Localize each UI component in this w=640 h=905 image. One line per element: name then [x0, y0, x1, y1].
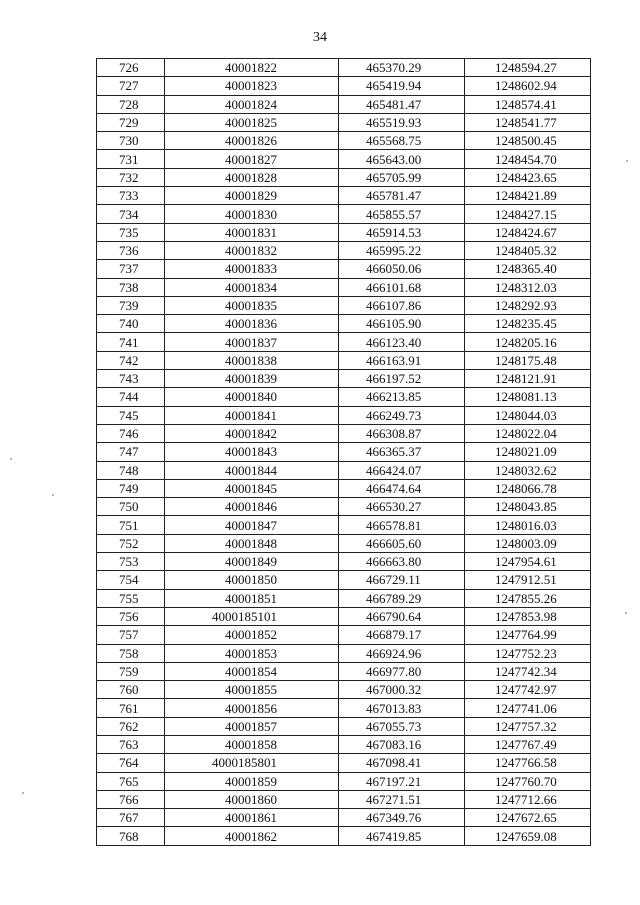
table-row — [97, 681, 591, 699]
point-id-cell: 40001840 — [165, 388, 339, 406]
table-row — [97, 735, 591, 753]
y-coordinate-cell: 1248016.03 — [465, 516, 591, 534]
x-coordinate-cell: 465519.93 — [339, 113, 465, 131]
y-coordinate-cell: 1247912.51 — [465, 571, 591, 589]
scan-speck — [22, 792, 24, 794]
y-coordinate-cell: 1248423.65 — [465, 168, 591, 186]
x-coordinate-cell: 466729.11 — [339, 571, 465, 589]
point-id-cell: 40001849 — [165, 553, 339, 571]
scan-speck — [625, 612, 627, 614]
x-coordinate-cell: 466213.85 — [339, 388, 465, 406]
point-id-cell: 4000185801 — [165, 754, 339, 772]
table-row — [97, 424, 591, 442]
point-id-cell: 40001833 — [165, 260, 339, 278]
y-coordinate-cell: 1248594.27 — [465, 59, 591, 77]
table-row — [97, 260, 591, 278]
row-number-cell: 768 — [97, 827, 165, 845]
table-row — [97, 406, 591, 424]
point-id-cell: 40001830 — [165, 205, 339, 223]
row-number-cell: 754 — [97, 571, 165, 589]
y-coordinate-cell: 1247853.98 — [465, 607, 591, 625]
y-coordinate-cell: 1247752.23 — [465, 644, 591, 662]
x-coordinate-cell: 467013.83 — [339, 699, 465, 717]
table-row — [97, 626, 591, 644]
coordinates-table — [96, 58, 591, 846]
row-number-cell: 745 — [97, 406, 165, 424]
y-coordinate-cell: 1248312.03 — [465, 278, 591, 296]
table-row — [97, 790, 591, 808]
coordinates-table-body — [97, 59, 591, 846]
table-row — [97, 772, 591, 790]
row-number-cell: 732 — [97, 168, 165, 186]
y-coordinate-cell: 1248044.03 — [465, 406, 591, 424]
row-number-cell: 763 — [97, 735, 165, 753]
row-number-cell: 751 — [97, 516, 165, 534]
row-number-cell: 749 — [97, 479, 165, 497]
point-id-cell: 40001829 — [165, 187, 339, 205]
table-row — [97, 241, 591, 259]
table-row — [97, 315, 591, 333]
point-id-cell: 40001847 — [165, 516, 339, 534]
y-coordinate-cell: 1248292.93 — [465, 296, 591, 314]
table-row — [97, 662, 591, 680]
x-coordinate-cell: 467083.16 — [339, 735, 465, 753]
row-number-cell: 736 — [97, 241, 165, 259]
table-row — [97, 809, 591, 827]
table-row — [97, 571, 591, 589]
x-coordinate-cell: 465419.94 — [339, 77, 465, 95]
point-id-cell: 40001843 — [165, 443, 339, 461]
table-row — [97, 296, 591, 314]
point-id-cell: 40001836 — [165, 315, 339, 333]
row-number-cell: 735 — [97, 223, 165, 241]
table-row — [97, 644, 591, 662]
row-number-cell: 738 — [97, 278, 165, 296]
row-number-cell: 755 — [97, 589, 165, 607]
row-number-cell: 729 — [97, 113, 165, 131]
point-id-cell: 40001848 — [165, 534, 339, 552]
table-row — [97, 498, 591, 516]
x-coordinate-cell: 467055.73 — [339, 717, 465, 735]
point-id-cell: 40001823 — [165, 77, 339, 95]
row-number-cell: 734 — [97, 205, 165, 223]
point-id-cell: 40001831 — [165, 223, 339, 241]
y-coordinate-cell: 1248121.91 — [465, 370, 591, 388]
table-row — [97, 223, 591, 241]
y-coordinate-cell: 1247767.49 — [465, 735, 591, 753]
x-coordinate-cell: 466879.17 — [339, 626, 465, 644]
x-coordinate-cell: 466605.60 — [339, 534, 465, 552]
table-row — [97, 443, 591, 461]
point-id-cell: 40001845 — [165, 479, 339, 497]
y-coordinate-cell: 1248405.32 — [465, 241, 591, 259]
point-id-cell: 40001827 — [165, 150, 339, 168]
y-coordinate-cell: 1247712.66 — [465, 790, 591, 808]
y-coordinate-cell: 1248021.09 — [465, 443, 591, 461]
table-row — [97, 168, 591, 186]
y-coordinate-cell: 1248205.16 — [465, 333, 591, 351]
point-id-cell: 40001856 — [165, 699, 339, 717]
row-number-cell: 726 — [97, 59, 165, 77]
row-number-cell: 742 — [97, 351, 165, 369]
x-coordinate-cell: 466197.52 — [339, 370, 465, 388]
y-coordinate-cell: 1248003.09 — [465, 534, 591, 552]
x-coordinate-cell: 466365.37 — [339, 443, 465, 461]
point-id-cell: 40001824 — [165, 95, 339, 113]
point-id-cell: 40001844 — [165, 461, 339, 479]
x-coordinate-cell: 466101.68 — [339, 278, 465, 296]
scan-speck — [52, 494, 54, 496]
table-row — [97, 534, 591, 552]
x-coordinate-cell: 466308.87 — [339, 424, 465, 442]
point-id-cell: 40001842 — [165, 424, 339, 442]
y-coordinate-cell: 1248235.45 — [465, 315, 591, 333]
x-coordinate-cell: 467271.51 — [339, 790, 465, 808]
row-number-cell: 757 — [97, 626, 165, 644]
table-row — [97, 607, 591, 625]
row-number-cell: 765 — [97, 772, 165, 790]
x-coordinate-cell: 465781.47 — [339, 187, 465, 205]
y-coordinate-cell: 1247760.70 — [465, 772, 591, 790]
row-number-cell: 731 — [97, 150, 165, 168]
y-coordinate-cell: 1248365.40 — [465, 260, 591, 278]
x-coordinate-cell: 466105.90 — [339, 315, 465, 333]
point-id-cell: 40001852 — [165, 626, 339, 644]
row-number-cell: 730 — [97, 132, 165, 150]
y-coordinate-cell: 1247855.26 — [465, 589, 591, 607]
row-number-cell: 766 — [97, 790, 165, 808]
table-row — [97, 333, 591, 351]
row-number-cell: 759 — [97, 662, 165, 680]
y-coordinate-cell: 1248454.70 — [465, 150, 591, 168]
row-number-cell: 733 — [97, 187, 165, 205]
row-number-cell: 752 — [97, 534, 165, 552]
table-row — [97, 132, 591, 150]
row-number-cell: 739 — [97, 296, 165, 314]
x-coordinate-cell: 466530.27 — [339, 498, 465, 516]
y-coordinate-cell: 1248081.13 — [465, 388, 591, 406]
y-coordinate-cell: 1247741.06 — [465, 699, 591, 717]
row-number-cell: 762 — [97, 717, 165, 735]
point-id-cell: 40001826 — [165, 132, 339, 150]
y-coordinate-cell: 1248043.85 — [465, 498, 591, 516]
table-row — [97, 717, 591, 735]
y-coordinate-cell: 1247757.32 — [465, 717, 591, 735]
y-coordinate-cell: 1247742.97 — [465, 681, 591, 699]
y-coordinate-cell: 1248427.15 — [465, 205, 591, 223]
y-coordinate-cell: 1248175.48 — [465, 351, 591, 369]
table-row — [97, 59, 591, 77]
row-number-cell: 746 — [97, 424, 165, 442]
point-id-cell: 40001828 — [165, 168, 339, 186]
y-coordinate-cell: 1248421.89 — [465, 187, 591, 205]
point-id-cell: 4000185101 — [165, 607, 339, 625]
x-coordinate-cell: 465568.75 — [339, 132, 465, 150]
x-coordinate-cell: 466663.80 — [339, 553, 465, 571]
table-row — [97, 479, 591, 497]
table-row — [97, 516, 591, 534]
x-coordinate-cell: 467419.85 — [339, 827, 465, 845]
x-coordinate-cell: 466249.73 — [339, 406, 465, 424]
row-number-cell: 760 — [97, 681, 165, 699]
point-id-cell: 40001854 — [165, 662, 339, 680]
table-row — [97, 150, 591, 168]
y-coordinate-cell: 1247954.61 — [465, 553, 591, 571]
table-row — [97, 205, 591, 223]
y-coordinate-cell: 1247659.08 — [465, 827, 591, 845]
x-coordinate-cell: 465914.53 — [339, 223, 465, 241]
row-number-cell: 741 — [97, 333, 165, 351]
y-coordinate-cell: 1248574.41 — [465, 95, 591, 113]
x-coordinate-cell: 465995.22 — [339, 241, 465, 259]
x-coordinate-cell: 465643.00 — [339, 150, 465, 168]
row-number-cell: 761 — [97, 699, 165, 717]
point-id-cell: 40001839 — [165, 370, 339, 388]
y-coordinate-cell: 1248066.78 — [465, 479, 591, 497]
row-number-cell: 758 — [97, 644, 165, 662]
point-id-cell: 40001822 — [165, 59, 339, 77]
row-number-cell: 748 — [97, 461, 165, 479]
x-coordinate-cell: 466050.06 — [339, 260, 465, 278]
row-number-cell: 767 — [97, 809, 165, 827]
row-number-cell: 728 — [97, 95, 165, 113]
row-number-cell: 737 — [97, 260, 165, 278]
x-coordinate-cell: 466789.29 — [339, 589, 465, 607]
x-coordinate-cell: 466977.80 — [339, 662, 465, 680]
row-number-cell: 756 — [97, 607, 165, 625]
x-coordinate-cell: 465705.99 — [339, 168, 465, 186]
y-coordinate-cell: 1248022.04 — [465, 424, 591, 442]
point-id-cell: 40001851 — [165, 589, 339, 607]
point-id-cell: 40001861 — [165, 809, 339, 827]
row-number-cell: 740 — [97, 315, 165, 333]
y-coordinate-cell: 1247672.65 — [465, 809, 591, 827]
point-id-cell: 40001832 — [165, 241, 339, 259]
point-id-cell: 40001860 — [165, 790, 339, 808]
x-coordinate-cell: 466474.64 — [339, 479, 465, 497]
x-coordinate-cell: 466123.40 — [339, 333, 465, 351]
x-coordinate-cell: 466107.86 — [339, 296, 465, 314]
scan-speck — [10, 458, 12, 460]
point-id-cell: 40001857 — [165, 717, 339, 735]
point-id-cell: 40001846 — [165, 498, 339, 516]
y-coordinate-cell: 1248500.45 — [465, 132, 591, 150]
table-row — [97, 388, 591, 406]
x-coordinate-cell: 466424.07 — [339, 461, 465, 479]
x-coordinate-cell: 465855.57 — [339, 205, 465, 223]
row-number-cell: 747 — [97, 443, 165, 461]
table-row — [97, 827, 591, 845]
table-row — [97, 754, 591, 772]
point-id-cell: 40001853 — [165, 644, 339, 662]
point-id-cell: 40001835 — [165, 296, 339, 314]
point-id-cell: 40001850 — [165, 571, 339, 589]
point-id-cell: 40001841 — [165, 406, 339, 424]
y-coordinate-cell: 1247764.99 — [465, 626, 591, 644]
table-row — [97, 699, 591, 717]
scan-speck — [626, 160, 628, 162]
table-row — [97, 77, 591, 95]
y-coordinate-cell: 1247766.58 — [465, 754, 591, 772]
row-number-cell: 750 — [97, 498, 165, 516]
x-coordinate-cell: 466578.81 — [339, 516, 465, 534]
point-id-cell: 40001834 — [165, 278, 339, 296]
x-coordinate-cell: 467197.21 — [339, 772, 465, 790]
table-row — [97, 95, 591, 113]
row-number-cell: 727 — [97, 77, 165, 95]
row-number-cell: 753 — [97, 553, 165, 571]
table-row — [97, 187, 591, 205]
row-number-cell: 744 — [97, 388, 165, 406]
row-number-cell: 743 — [97, 370, 165, 388]
point-id-cell: 40001825 — [165, 113, 339, 131]
point-id-cell: 40001858 — [165, 735, 339, 753]
coordinates-table-container — [96, 58, 590, 846]
table-row — [97, 370, 591, 388]
point-id-cell: 40001862 — [165, 827, 339, 845]
table-row — [97, 589, 591, 607]
x-coordinate-cell: 466163.91 — [339, 351, 465, 369]
point-id-cell: 40001837 — [165, 333, 339, 351]
x-coordinate-cell: 467000.32 — [339, 681, 465, 699]
y-coordinate-cell: 1248602.94 — [465, 77, 591, 95]
y-coordinate-cell: 1248032.62 — [465, 461, 591, 479]
table-row — [97, 553, 591, 571]
y-coordinate-cell: 1248424.67 — [465, 223, 591, 241]
table-row — [97, 278, 591, 296]
table-row — [97, 461, 591, 479]
point-id-cell: 40001855 — [165, 681, 339, 699]
x-coordinate-cell: 467349.76 — [339, 809, 465, 827]
row-number-cell: 764 — [97, 754, 165, 772]
x-coordinate-cell: 467098.41 — [339, 754, 465, 772]
table-row — [97, 113, 591, 131]
y-coordinate-cell: 1248541.77 — [465, 113, 591, 131]
x-coordinate-cell: 465481.47 — [339, 95, 465, 113]
y-coordinate-cell: 1247742.34 — [465, 662, 591, 680]
page-number: 34 — [313, 30, 327, 45]
point-id-cell: 40001838 — [165, 351, 339, 369]
point-id-cell: 40001859 — [165, 772, 339, 790]
x-coordinate-cell: 465370.29 — [339, 59, 465, 77]
table-row — [97, 351, 591, 369]
x-coordinate-cell: 466924.96 — [339, 644, 465, 662]
x-coordinate-cell: 466790.64 — [339, 607, 465, 625]
